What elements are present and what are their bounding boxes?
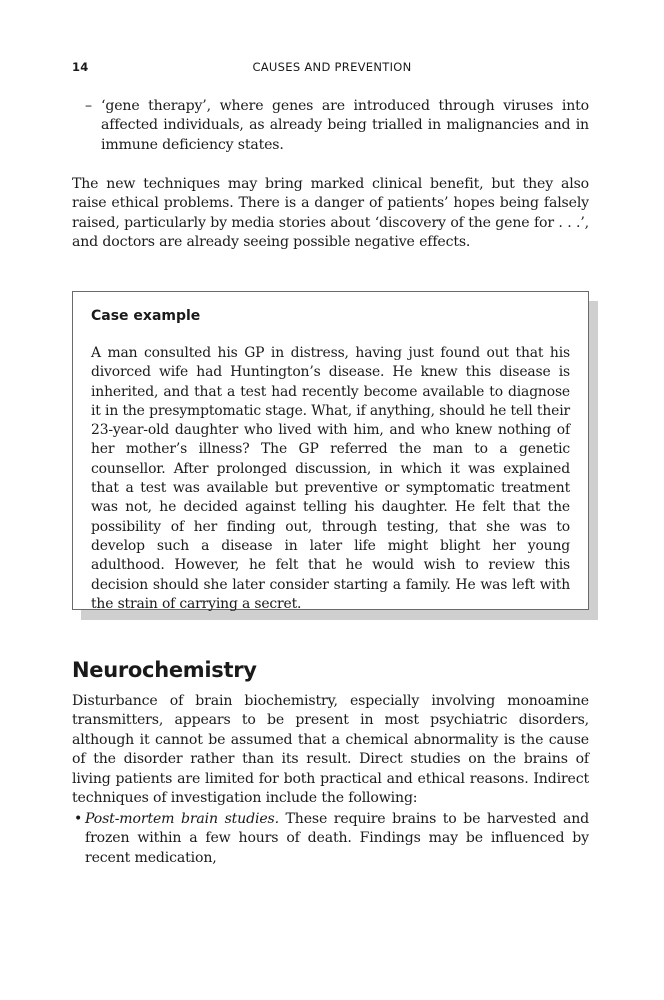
running-title: CAUSES AND PREVENTION (252, 60, 412, 74)
dash-list-item (72, 97, 589, 155)
bullet-text (72, 810, 589, 868)
section-heading: Neurochemistry (72, 658, 257, 682)
bullet-term: Post-mortem brain studies. (85, 811, 279, 827)
case-example-title: Case example (91, 308, 201, 324)
body-paragraph: The new techniques may bring marked clinical benefit, but they also raise ethical problems. There is a danger of patients’ hopes being falsely raised, particularly by media stories about ‘discovery of the gene for . . .’, and doctors are already seeing possible negative effects. (72, 176, 589, 251)
page-number: 14 (72, 60, 89, 74)
section-paragraph: Disturbance of brain biochemistry, especially involving monoamine transmitters, appears to be present in most psychiatric disorders, although it cannot be assumed that a chemical abnormality is the cause of the disorder rather than its result. Direct studies on the brains of living patients are limited for both practical and ethical reasons. Indirect techniques of investigation include the following: (72, 693, 589, 807)
dash-item-text: ‘gene therapy’, where genes are introduced through viruses into affected individuals, as already being trialled in malignancies and in immune deficiency states. (101, 98, 589, 153)
case-example-text: A man consulted his GP in distress, having just found out that his divorced wife had Huntington’s disease. He knew this disease is inherited, and that a test had recently become available to diagnose it in the presymptomatic stage. What, if anything, should he tell their 23-year-old daughter who lived with him, and who knew nothing of her mother’s illness? The GP referred the man to a genetic counsellor. After prolonged discussion, in which it was explained that a test was available but preventive or symptomatic treatment was not, he decided against telling his daughter. He felt that the possibility of her finding out, through testing, that she was to develop such a disease in later life might blight her young adulthood. However, he felt that he would wish to review this decision should she later consider starting a family. He was left with the strain of carrying a secret. (91, 345, 570, 612)
case-example-box (72, 291, 589, 610)
running-head (72, 60, 592, 78)
dash-marker: – (85, 98, 92, 114)
bullet-list-item (72, 810, 589, 868)
bullet-marker: • (74, 811, 83, 827)
bullet-description: These require brains to be harvested and frozen within a few hours of death. Findings may be influenced by recent medication, (85, 811, 590, 866)
